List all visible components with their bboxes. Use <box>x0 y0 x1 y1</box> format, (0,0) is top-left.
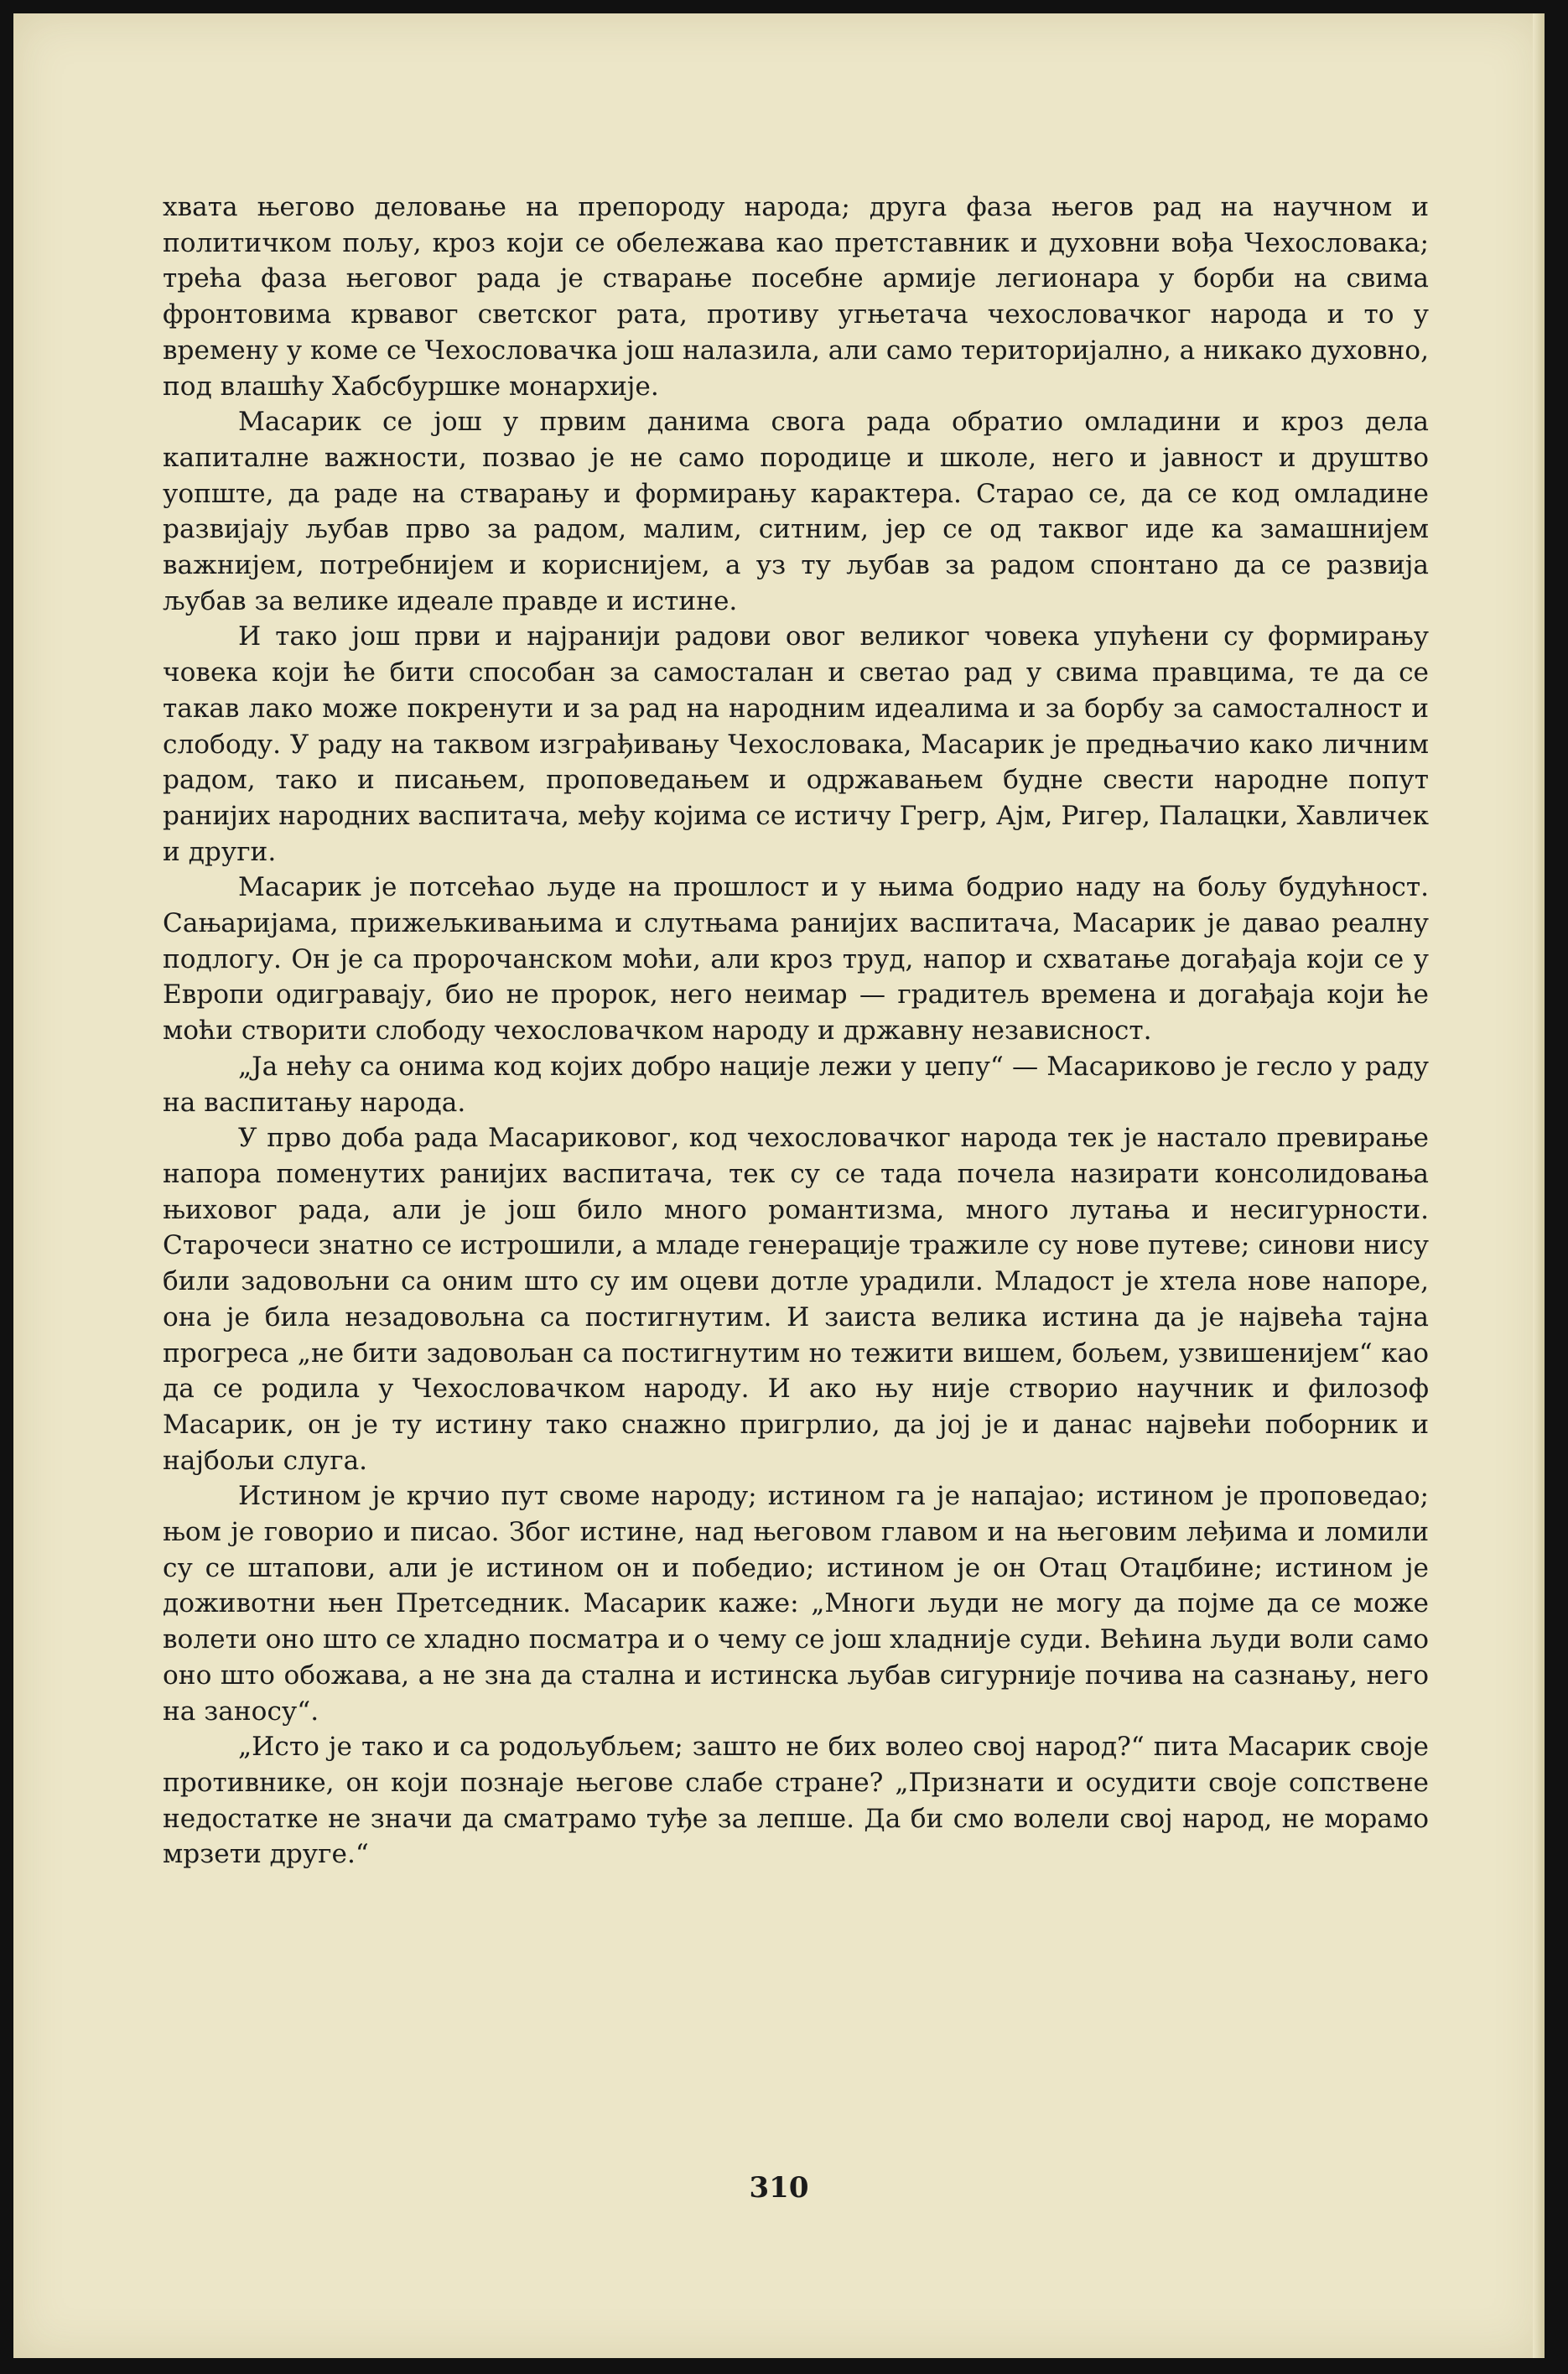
paragraph-2: Масарик се још у првим данима свога рада обратио омладини и кроз дела капиталне важности, позвао је не само породице и школе, него и јавност и друштво уопште, да раде на стварању и формирању карактера. Старао се, да се код омладине развијају љубав прво за радом, малим, ситним, јер се од таквог иде ка замашнијем важнијем, потребнијем и кориснијем, а уз ту љубав за радом спонтано да се развија љубав за велике идеале правде и истине. <box>163 407 1429 616</box>
paragraph-7: Истином је крчио пут своме народу; истином га је напајао; истином је проповедао; њом је говорио и писао. Због истине, над његовом главом и на његовим леђима и ломили су се штапови, али је истином он и победио; истином је он Отац Отаџбине; истином је доживотни њен Претседник. Масарик каже: „Многи људи не могу да појме да се може волети оно што се хладно посматра и о чему се још хладније суди. Већина људи воли само оно што обожава, а не зна да стална и истинска љубав сигурније почива на сазнању, него на заносу“. <box>163 1481 1429 1727</box>
paragraph-3: И тако још први и најранији радови овог великог човека упућени су формирању човека који ће бити способан за самосталан и светао рад у свима правцима, те да се такав лако може покренути и за рад на народним идеалима и за борбу за самосталност и слободу. У раду на таквом изграђивању Чехословака, Масарик је предњачио како личним радом, тако и писањем, проповедањем и одржавањем будне свести народне попут ранијих народних васпитача, међу којима се истичу Грегр, Ајм, Ригер, Палацки, Хавличек и други. <box>163 621 1429 867</box>
paragraph-4: Масарик је потсећао људе на прошлост и у њима бодрио наду на бољу будућност. Сањаријама, прижељкивањима и слутњама ранијих васпитача, Масарик је давао реалну подлогу. Он је са пророчанском моћи, али кроз труд, напор и схватање догађаја који се у Европи одигравају, био не пророк, него неимар — градитељ времена и догађаја који ће моћи створити слободу чехословачком народу и државну независност. <box>163 872 1429 1047</box>
page-number: 310 <box>749 2171 809 2205</box>
paragraph-5: „Ја нећу са онима код којих добро нације лежи у џепу“ — Масариково је гесло у раду на васпитању народа. <box>163 1051 1429 1118</box>
body-text <box>163 190 1429 1873</box>
page-edge-shadow <box>1533 13 1545 2358</box>
paragraph-1: хвата његово деловање на препороду народа; друга фаза његов рад на научном и политичком пољу, кроз који се обележава као претставник и духовни вођа Чехословака; трећа фаза његовог рада је стварање посебне армије легионара у борби на свима фронтовима крвавог светског рата, противу угњетача чехословачког народа и то у времену у коме се Чехословачка још налазила, али само територијално, а никако духовно, под влашћу Хабсбуршке монархије. <box>163 192 1429 402</box>
paragraph-6: У прво доба рада Масариковог, код чехословачког народа тек је настало превирање напора поменутих ранијих васпитача, тек су се тада почела назирати консолидовања њиховог рада, али је још било много романтизма, много лутања и несигурности. Старочеси знатно се истрошили, а младе генерације тражиле су нове путеве; синови нису били задовољни са оним што су им оцеви дотле урадили. Младост је хтела нове напоре, она је била незадовољна са постигнутим. И заиста велика истина да је највећа тајна прогреса „не бити задовољан са постигнутим но тежити вишем, бољем, узвишенијем“ као да се родила у Чехословачком народу. И ако њу није створио научник и филозоф Масарик, он је ту истину тако снажно пригрлио, да јој је и данас највећи поборник и најбољи слуга. <box>163 1123 1429 1476</box>
book-page <box>13 13 1545 2358</box>
paragraph-8: „Исто је тако и са родољубљем; зашто не бих волео свој народ?“ пита Масарик своје противнике, он који познаје његове слабе стране? „Признати и осудити своје сопствене недостатке не значи да сматрамо туђе за лепше. Да би смо волели свој народ, не морамо мрзети друге.“ <box>163 1732 1429 1870</box>
